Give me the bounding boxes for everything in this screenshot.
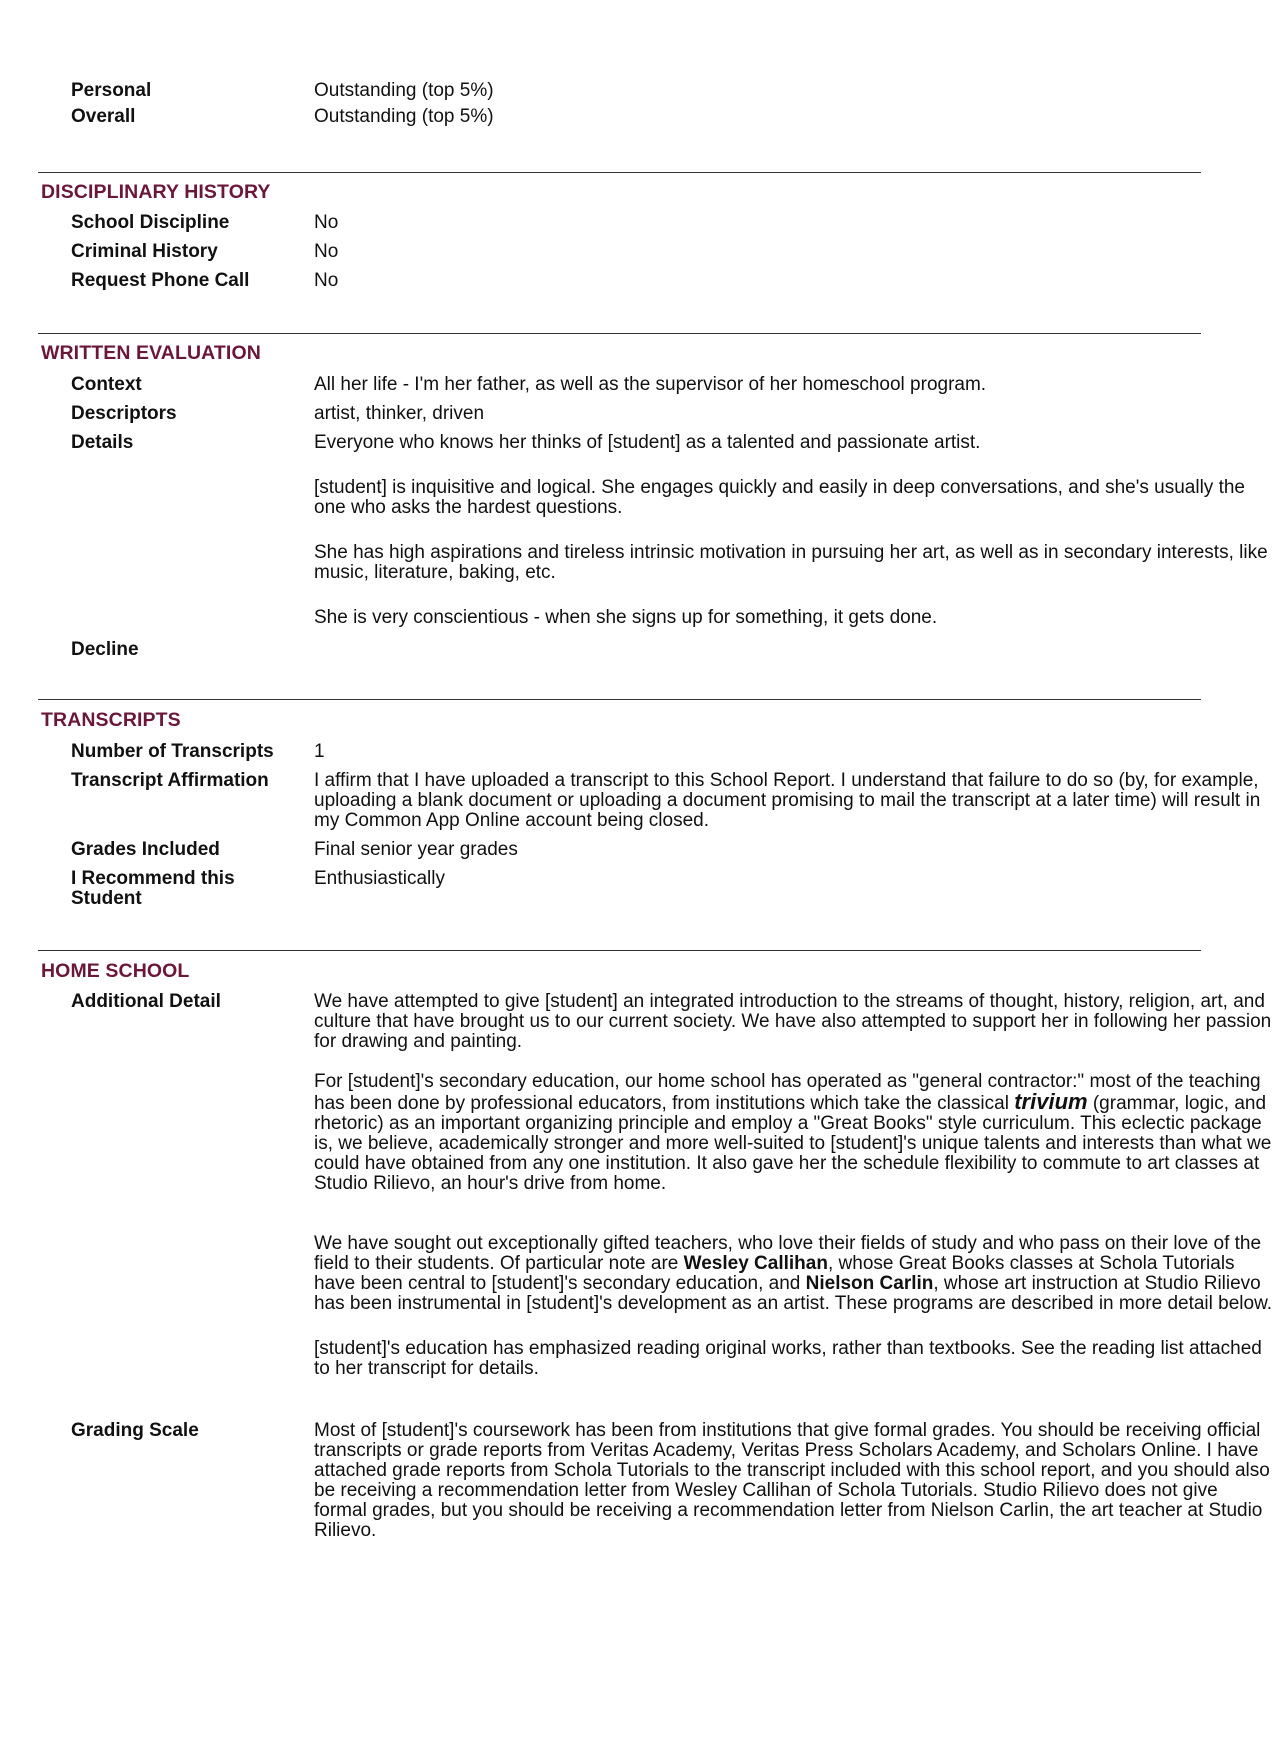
field-label: Personal xyxy=(71,80,152,101)
field-value: I affirm that I have uploaded a transcript to this School Report. I understand that failure to do so (by, for example, uploading a blank document or uploading a document promising to mail the transcript at a later time) will result in my Common App Online account being closed. xyxy=(314,770,1261,831)
field-label: Decline xyxy=(71,639,139,660)
text-run: We have sought out exceptionally gifted teachers, who love their fields of study and who pass on their love of the field to their students. Of particular note are xyxy=(314,1233,1262,1274)
details-paragraph: She is very conscientious - when she signs up for something, it gets done. xyxy=(314,607,938,628)
text-run: , whose art instruction at Studio Rilievo has been instrumental in [student]'s development as an artist. These programs are described in more detail below. xyxy=(314,1273,1273,1314)
field-label: Overall xyxy=(71,106,136,127)
field-value: 1 xyxy=(314,741,325,762)
teacher-name: Nielson Carlin xyxy=(805,1273,934,1294)
field-value: All her life - I'm her father, as well as the supervisor of her homeschool program. xyxy=(314,374,987,395)
section-divider xyxy=(38,172,1201,173)
text-run: , whose Great Books classes at Schola Tutorials have been central to [student]'s secondary education, and xyxy=(314,1253,1235,1294)
field-label: Transcript Affirmation xyxy=(71,770,269,791)
trivium-term: trivium xyxy=(1014,1089,1088,1114)
field-value: No xyxy=(314,212,339,233)
section-divider xyxy=(38,333,1201,334)
field-label: Descriptors xyxy=(71,403,177,424)
field-label: School Discipline xyxy=(71,212,230,233)
field-value xyxy=(314,433,1274,628)
field-value: No xyxy=(314,270,339,291)
field-label: Criminal History xyxy=(71,241,218,262)
field-value: artist, thinker, driven xyxy=(314,403,485,424)
field-label: Grades Included xyxy=(71,839,220,860)
field-value xyxy=(314,992,1274,1379)
field-value: Final senior year grades xyxy=(314,839,518,860)
section-title-home-school: HOME SCHOOL xyxy=(41,960,190,982)
section-title-transcripts: TRANSCRIPTS xyxy=(41,709,181,731)
text-run: (grammar, logic, and rhetoric) as an important organizing principle and employ a "Great Books" style curriculum. This eclectic package is, we believe, academically stronger and more well-suited to [student]'s unique talents and interests than what we could have obtained from any one institution. It also gave her the schedule flexibility to commute to art classes at Studio Rilievo, an hour's drive from home. xyxy=(314,1093,1272,1194)
field-value: No xyxy=(314,241,339,262)
detail-paragraph: [student]'s education has emphasized reading original works, rather than textbooks. See the reading list attached to her transcript for details. xyxy=(314,1338,1262,1379)
details-paragraph: [student] is inquisitive and logical. She engages quickly and easily in deep conversations, and she's usually the one who asks the hardest questions. xyxy=(314,477,1245,518)
field-label: Number of Transcripts xyxy=(71,741,274,762)
field-label: Details xyxy=(71,432,134,453)
text-run: For [student]'s secondary education, our home school has operated as "general contractor:" most of the teaching has been done by professional educators, from institutions which take the classical xyxy=(314,1071,1261,1114)
section-divider xyxy=(38,699,1201,700)
field-label: Request Phone Call xyxy=(71,270,250,291)
section-title-written-evaluation: WRITTEN EVALUATION xyxy=(41,342,261,364)
teacher-name: Wesley Callihan xyxy=(683,1253,828,1274)
field-label: Additional Detail xyxy=(71,991,221,1012)
section-divider xyxy=(38,950,1201,951)
detail-paragraph xyxy=(314,1234,1274,1314)
field-label: Grading Scale xyxy=(71,1420,199,1441)
field-value: Outstanding (top 5%) xyxy=(314,106,494,127)
field-label: I Recommend this Student xyxy=(71,868,235,909)
detail-paragraph: We have attempted to give [student] an integrated introduction to the streams of thought, history, religion, art, and culture that have brought us to our current society. We have also attempted to support her in following her passion for drawing and painting. xyxy=(314,991,1272,1052)
section-title-disciplinary-history: DISCIPLINARY HISTORY xyxy=(41,181,271,203)
details-paragraph: Everyone who knows her thinks of [student] as a talented and passionate artist. xyxy=(314,432,981,453)
field-value: Enthusiastically xyxy=(314,868,445,889)
details-paragraph: She has high aspirations and tireless intrinsic motivation in pursuing her art, as well as in secondary interests, like music, literature, baking, etc. xyxy=(314,542,1268,583)
field-value: Outstanding (top 5%) xyxy=(314,80,494,101)
field-label: Context xyxy=(71,374,142,395)
detail-paragraph xyxy=(314,1072,1274,1194)
field-value: Most of [student]'s coursework has been from institutions that give formal grades. You should be receiving official transcripts or grade reports from Veritas Academy, Veritas Press Scholars Academy, and Scholars Online. I have attached grade reports from Schola Tutorials to the transcript included with this school report, and you should also be receiving a recommendation letter from Wesley Callihan of Schola Tutorials. Studio Rilievo does not give formal grades, but you should be receiving a recommendation letter from Nielson Carlin, the art teacher at Studio Rilievo. xyxy=(314,1420,1270,1541)
